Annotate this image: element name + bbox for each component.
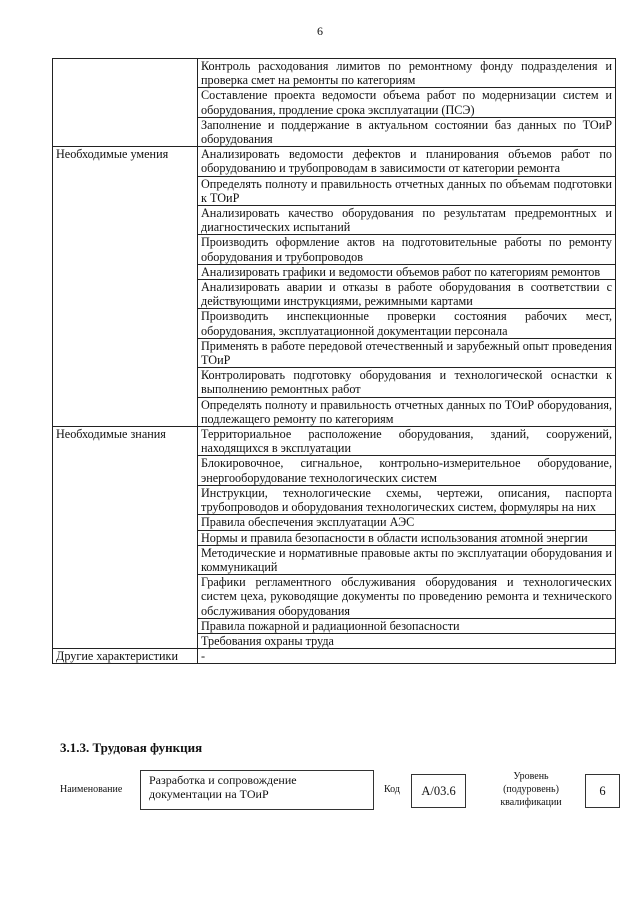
knowledge-item: Инструкции, технологические схемы, чертежи, описания, паспорта трубопроводов и оборудования технологических систем, формуляры на них [198,485,616,514]
skills-item: Анализировать графики и ведомости объемов работ по категориям ремонтов [198,264,616,279]
skills-row [53,147,616,176]
function-code-box: А/03.6 [411,774,466,808]
knowledge-item: Требования охраны труда [198,633,616,648]
continuation-item: Составление проекта ведомости объема работ по модернизации систем и оборудования, продление срока эксплуатации (ПСЭ) [198,88,616,117]
continuation-item: Заполнение и поддержание в актуальном состоянии баз данных по ТОиР оборудования [198,117,616,146]
continuation-item: Контроль расходования лимитов по ремонтному фонду подразделения и проверка смет на ремонты по категориям [198,59,616,88]
knowledge-item: Нормы и правила безопасности в области использования атомной энергии [198,530,616,545]
skills-item: Определять полноту и правильность отчетных данных по объемам подготовки к ТОиР [198,176,616,205]
continuation-row [53,59,616,88]
knowledge-item: Правила обеспечения эксплуатации АЭС [198,515,616,530]
page-number: 6 [317,24,323,38]
skills-item: Контролировать подготовку оборудования и технологической оснастки к выполнению ремонтных работ [198,368,616,397]
knowledge-item: Методические и нормативные правовые акты по эксплуатации оборудования и коммуникаций [198,545,616,574]
continuation-label [53,59,198,147]
other-label: Другие характеристики [53,649,198,664]
skills-item: Производить оформление актов на подготовительные работы по ремонту оборудования и трубопроводов [198,235,616,264]
skills-item: Анализировать качество оборудования по результатам предремонтных и диагностических испытаний [198,206,616,235]
skills-label: Необходимые умения [53,147,198,427]
knowledge-item: Территориальное расположение оборудования, зданий, сооружений, находящихся в эксплуатации [198,427,616,456]
labor-function-row [60,768,620,830]
function-name-box: Разработка и сопровождение документации на ТОиР [140,770,374,810]
knowledge-row [53,427,616,456]
knowledge-item: Графики регламентного обслуживания оборудования и технологических систем цеха, руководящие документы по проведению ремонта и технического обслуживания оборудования [198,575,616,619]
skills-item: Определять полноту и правильность отчетных данных по ТОиР оборудования, подлежащего ремонту по категориям [198,397,616,426]
skills-item: Анализировать аварии и отказы в работе оборудования в соответствии с действующими инструкциями, режимными картами [198,280,616,309]
skills-item: Анализировать ведомости дефектов и планирования объемов работ по оборудованию и трубопроводам в зависимости от категории ремонта [198,147,616,176]
skills-item: Применять в работе передовой отечественный и зарубежный опыт проведения ТОиР [198,338,616,367]
level-label: Уровень (подуровень) квалификации [500,771,562,808]
requirements-table [52,58,616,664]
skills-item: Производить инспекционные проверки состояния рабочих мест, оборудования, эксплуатационной документации персонала [198,309,616,338]
name-label: Наименование [60,784,123,795]
knowledge-item: Блокировочное, сигнальное, контрольно-измерительное оборудование, энергооборудование технологических систем [198,456,616,485]
section-heading: 3.1.3. Трудовая функция [60,740,203,755]
other-row [53,649,616,664]
code-label: Код [384,784,400,795]
qualification-level-box: 6 [585,774,620,808]
knowledge-label: Необходимые знания [53,427,198,649]
other-value: - [198,649,616,664]
knowledge-item: Правила пожарной и радиационной безопасности [198,618,616,633]
